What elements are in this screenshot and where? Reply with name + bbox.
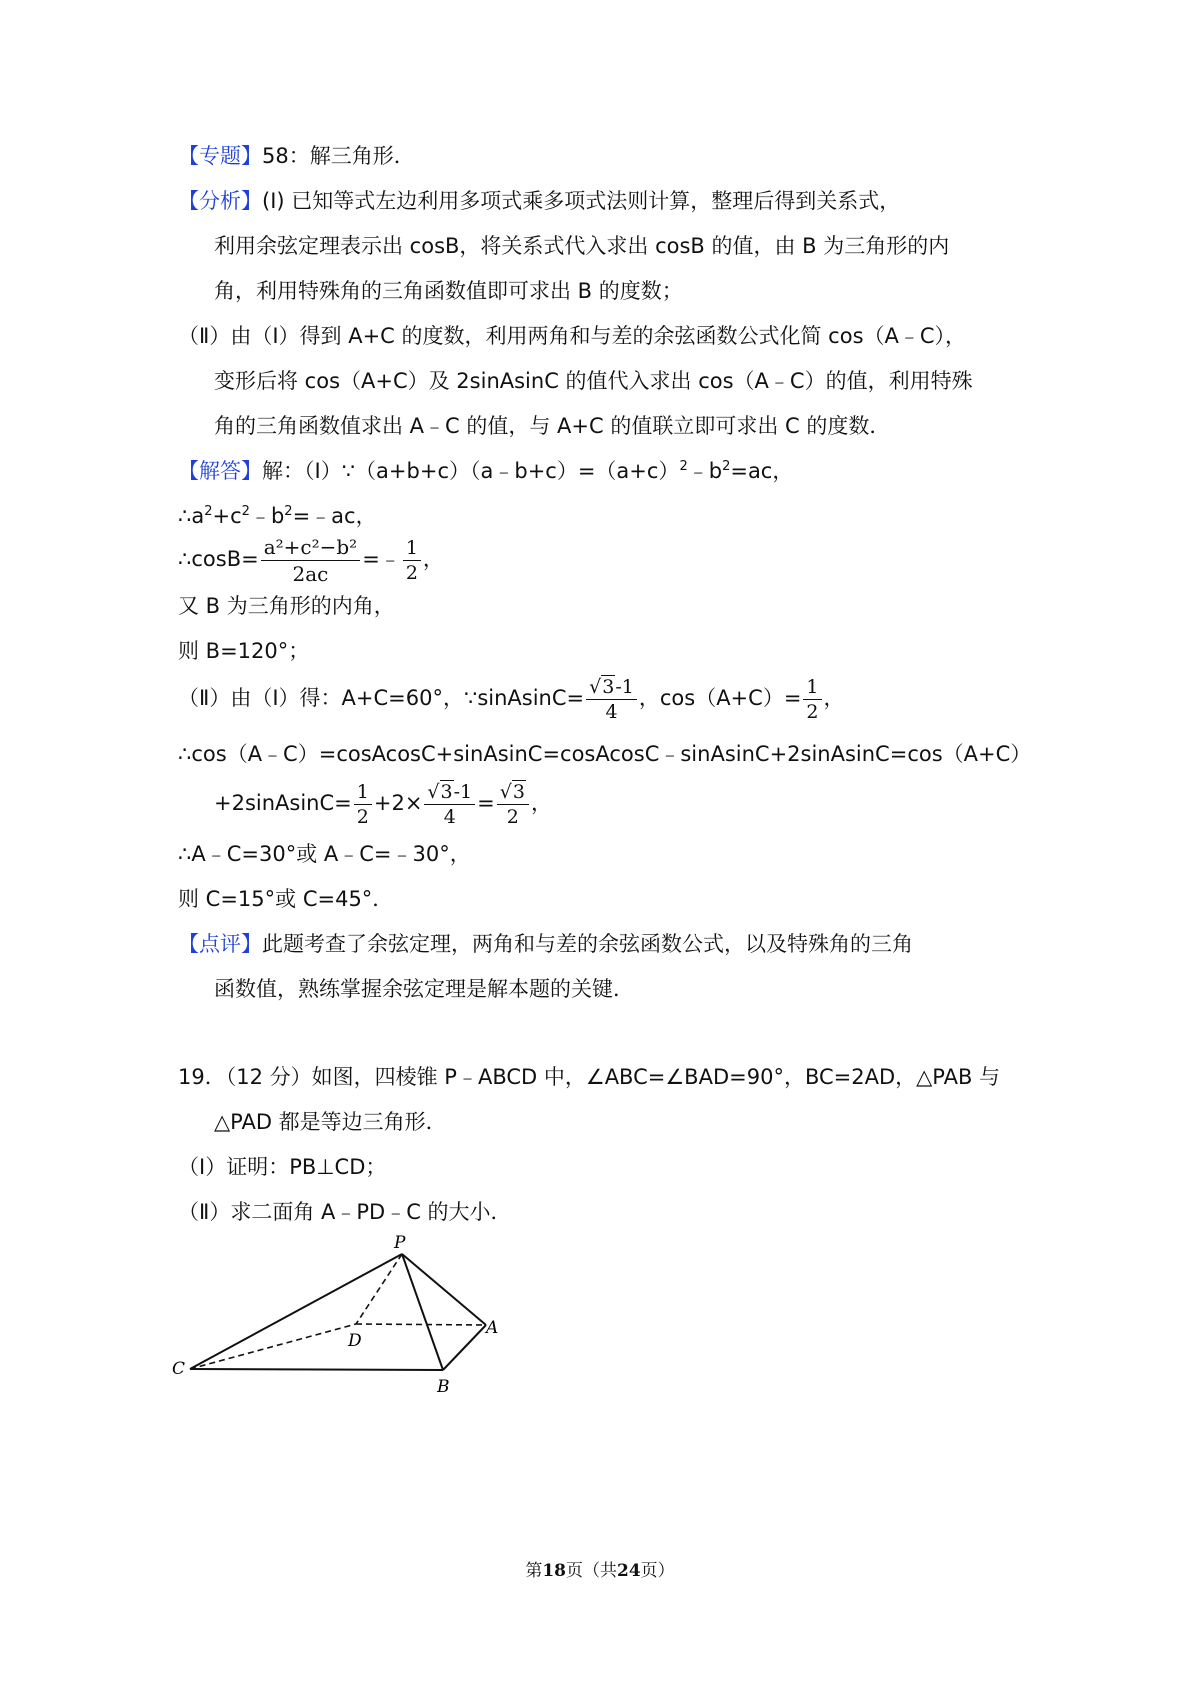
edge-cd xyxy=(190,1324,356,1369)
analysis-line-2: 利用余弦定理表示出 cosB，将关系式代入求出 cosB 的值，由 B 为三角形的内 xyxy=(214,234,950,258)
problem19-part2: （Ⅱ）求二面角 A﹣PD﹣C 的大小． xyxy=(178,1200,512,1224)
cos-expansion-line-2 xyxy=(214,775,552,831)
total-pages: 24 xyxy=(617,1561,641,1581)
label-a: A xyxy=(486,1318,499,1338)
fraction-numerator: 1 xyxy=(803,675,821,700)
fraction-numerator: a²+c²−b² xyxy=(261,534,361,561)
edge-da xyxy=(356,1324,486,1325)
radicand: 3 xyxy=(512,780,525,803)
cosb-equation xyxy=(178,531,444,587)
analysis-text-1: (Ⅰ) 已知等式左边利用多项式乘多项式法则计算，整理后得到关系式， xyxy=(262,189,901,213)
equation-part: ， xyxy=(530,791,552,815)
minus-one: -1 xyxy=(615,675,634,698)
half-fraction xyxy=(803,675,821,724)
label-c: C xyxy=(172,1359,186,1379)
pyramid-figure xyxy=(170,1232,550,1424)
edge-pd xyxy=(356,1254,402,1324)
sinasinc-fraction xyxy=(424,780,475,829)
label-d: D xyxy=(348,1331,362,1351)
fraction-denominator: 2 xyxy=(405,561,418,584)
fraction-numerator: 1 xyxy=(403,536,421,561)
label-p: P xyxy=(394,1233,406,1253)
fraction-denominator: 2 xyxy=(356,805,369,828)
radicand: 3 xyxy=(602,675,615,698)
analysis-line-3: 角，利用特殊角的三角函数值即可求出 B 的度数； xyxy=(214,279,683,303)
solution-line-c: 则 C=15°或 C=45°． xyxy=(178,887,394,911)
comment-line-2: 函数值，熟练掌握余弦定理是解本题的关键． xyxy=(214,977,634,1001)
fraction-numerator: √3-1 xyxy=(586,675,637,700)
equation-part: =﹣ xyxy=(362,547,401,571)
superscript: 2 xyxy=(241,504,250,519)
solution-line-1 xyxy=(178,456,793,486)
sqrt3-half-fraction xyxy=(497,780,529,829)
radicand: 3 xyxy=(440,780,453,803)
cos-expansion-line-1: ∴cos（A﹣C）=cosAcosC+sinAsinC=cosAcosC﹣sinAsinC+2sinAsinC=cos（A+C） xyxy=(178,742,1032,766)
analysis-line-6: 角的三角函数值求出 A﹣C 的值，与 A+C 的值联立即可求出 C 的度数． xyxy=(214,414,891,438)
analysis-line-5: 变形后将 cos（A+C）及 2sinAsinC 的值代入求出 cos（A﹣C）的值，利用特殊 xyxy=(214,369,973,393)
solution-text-1a: 解：（Ⅰ）∵（a+b+c）（a﹣b+c）=（a+c） xyxy=(262,459,680,483)
footer-text: 页） xyxy=(640,1561,675,1581)
fraction-denominator: 2 xyxy=(806,700,819,723)
equation-part: （Ⅱ）由（Ⅰ）得：A+C=60°，∵sinAsinC= xyxy=(178,686,585,710)
equation-part: ∴cosB= xyxy=(178,547,259,571)
analysis-tag: 【分析】 xyxy=(178,189,262,213)
solution-text-1c: =ac， xyxy=(730,459,794,483)
page-footer xyxy=(0,1556,1200,1581)
problem19-part1: （Ⅰ）证明：PB⊥CD； xyxy=(178,1155,387,1179)
topic-tag: 【专题】 xyxy=(178,144,262,168)
solution-line-b-inner: 又 B 为三角形的内角， xyxy=(178,594,395,618)
label-b: B xyxy=(437,1377,450,1397)
footer-text: 第 xyxy=(525,1561,543,1581)
fraction-numerator: 1 xyxy=(354,780,372,805)
equation-part: ，cos（A+C）= xyxy=(638,686,802,710)
superscript: 2 xyxy=(284,504,293,519)
topic-line xyxy=(178,141,415,171)
topic-text: 58：解三角形． xyxy=(262,144,415,168)
footer-text: 页（共 xyxy=(566,1561,617,1581)
part2-line xyxy=(178,670,845,726)
fraction-numerator: √3-1 xyxy=(424,780,475,805)
fraction-denominator: 4 xyxy=(443,805,456,828)
solution-line-b120: 则 B=120°； xyxy=(178,639,310,663)
equation-part: +2sinAsinC= xyxy=(214,791,352,815)
superscript: 2 xyxy=(722,459,731,474)
equation-part: +2× xyxy=(373,791,423,815)
fraction-denominator: 4 xyxy=(605,700,618,723)
equation-part: =﹣ac， xyxy=(292,504,377,528)
superscript: 2 xyxy=(679,459,688,474)
equation-part: +c xyxy=(212,504,242,528)
superscript: 2 xyxy=(204,504,213,519)
analysis-line-4: （Ⅱ）由（Ⅰ）得到 A+C 的度数，利用两角和与差的余弦函数公式化简 cos（A﹣C）， xyxy=(178,324,967,348)
fraction-numerator: √3 xyxy=(497,780,529,805)
edge-pc xyxy=(190,1254,402,1369)
half-fraction xyxy=(403,536,421,585)
fraction-denominator: 2ac xyxy=(292,561,329,586)
fraction-denominator: 2 xyxy=(506,805,519,828)
equation-part: ∴a xyxy=(178,504,205,528)
half-fraction xyxy=(354,780,372,829)
comment-line-1 xyxy=(178,929,913,959)
comment-tag: 【点评】 xyxy=(178,932,262,956)
solution-line-2 xyxy=(178,501,377,531)
minus-one: -1 xyxy=(453,780,473,803)
cosb-fraction xyxy=(261,534,361,587)
solution-line-ac: ∴A﹣C=30°或 A﹣C=﹣30°， xyxy=(178,842,471,866)
page-number: 18 xyxy=(542,1561,566,1581)
equation-part: ， xyxy=(422,547,444,571)
equation-part: ﹣b xyxy=(249,504,285,528)
sinasinc-fraction xyxy=(586,675,637,724)
problem19-line-2: △PAD 都是等边三角形． xyxy=(214,1110,447,1134)
comment-text-1: 此题考查了余弦定理，两角和与差的余弦函数公式，以及特殊角的三角 xyxy=(262,932,913,956)
edge-cb xyxy=(190,1369,443,1370)
solution-text-1b: ﹣b xyxy=(687,459,723,483)
edge-ba xyxy=(443,1325,486,1370)
equation-part: ， xyxy=(823,686,845,710)
equation-part: = xyxy=(477,791,495,815)
problem19-line-1: 19．（12 分）如图，四棱锥 P﹣ABCD 中，∠ABC=∠BAD=90°，BC=2AD，△PAB 与 xyxy=(178,1065,1001,1089)
solution-tag: 【解答】 xyxy=(178,459,262,483)
analysis-line-1 xyxy=(178,186,900,216)
